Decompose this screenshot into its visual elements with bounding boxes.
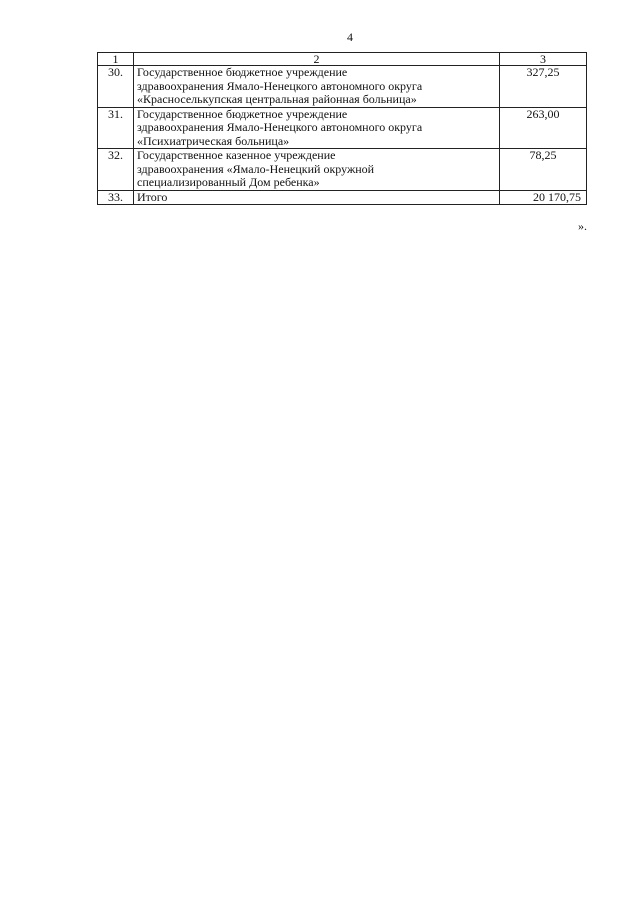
column-header-amount: 3	[500, 53, 587, 66]
table-row	[98, 149, 587, 191]
column-header-institution: 2	[134, 53, 500, 66]
institution-name-line: Государственное бюджетное учреждение	[137, 65, 348, 79]
amount-cell: 78,25	[500, 149, 587, 191]
institution-name-line: «Красноселькупская центральная районная больница»	[137, 92, 417, 106]
page-number: 4	[347, 30, 353, 44]
row-number: 33.	[98, 190, 134, 205]
amount-cell: 263,00	[500, 107, 587, 149]
allocation-table	[97, 52, 587, 205]
institution-name-line: Государственное казенное учреждение	[137, 148, 336, 162]
institution-name-line: здравоохранения Ямало-Ненецкого автономного округа	[137, 78, 423, 93]
total-label: Итого	[134, 190, 500, 205]
institution-name	[134, 107, 500, 149]
amount-cell: 327,25	[500, 66, 587, 108]
table-row	[98, 66, 587, 108]
institution-name-line: «Психиатрическая больница»	[137, 133, 290, 148]
row-number: 31.	[98, 107, 134, 149]
allocation-table-container	[97, 52, 586, 205]
column-header-number: 1	[98, 53, 134, 66]
row-number: 32.	[98, 149, 134, 191]
row-number: 30.	[98, 66, 134, 108]
institution-name-line: специализированный Дом ребенка»	[137, 175, 320, 189]
table-total-row	[98, 190, 587, 205]
table-header-row	[98, 53, 587, 66]
institution-name	[134, 66, 500, 108]
institution-name-line: Государственное бюджетное учреждение	[137, 106, 348, 121]
institution-name	[134, 149, 500, 191]
institution-name-line: здравоохранения Ямало-Ненецкого автономного округа	[137, 120, 423, 134]
total-amount: 20 170,75	[500, 190, 587, 205]
table-row	[98, 107, 587, 149]
institution-name-line: здравоохранения «Ямало-Ненецкий окружной	[137, 161, 375, 176]
closing-quote-mark: ».	[578, 219, 587, 233]
